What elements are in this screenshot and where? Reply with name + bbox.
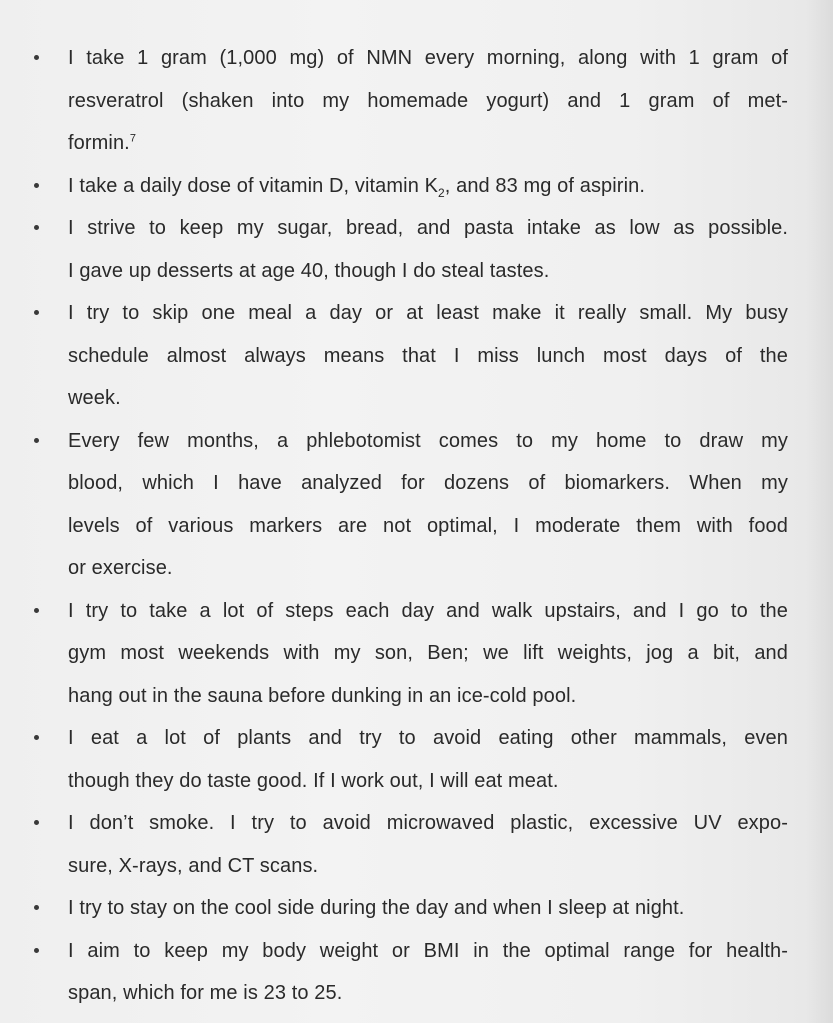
bullet-icon (34, 608, 39, 613)
text-line: Every few months, a phlebotomist comes to my home to draw my (68, 429, 788, 452)
list-item (0, 37, 788, 165)
bullet-icon (34, 820, 39, 825)
text-line: hang out in the sauna before dunking in an ice-cold pool. (68, 684, 577, 707)
text-line: resveratrol (shaken into my homemade yogurt) and 1 gram of met- (68, 89, 788, 112)
text-line: I try to skip one meal a day or at least make it really small. My busy (68, 302, 788, 324)
text-line: though they do taste good. If I work out, I will eat meat. (68, 769, 559, 792)
text-line: I take 1 gram (1,000 mg) of NMN every morning, along with 1 gram of (68, 47, 788, 69)
text-line: blood, which I have analyzed for dozens of biomarkers. When my (68, 472, 788, 494)
list-item (0, 420, 788, 590)
text-segment: I take a daily dose of vitamin D, vitamin K (68, 174, 439, 197)
bullet-icon (34, 310, 39, 315)
text-line: schedule almost always means that I miss lunch most days of the (68, 344, 788, 367)
text-segment: formin. (68, 132, 130, 154)
list-item (0, 292, 788, 420)
bullet-icon (34, 735, 39, 740)
text-line: I try to take a lot of steps each day and walk upstairs, and I go to the (68, 599, 788, 622)
text-segment: , and 83 mg of aspirin. (444, 174, 645, 197)
text-line: I aim to keep my body weight or BMI in the optimal range for health- (68, 939, 788, 962)
text-line: or exercise. (68, 557, 173, 579)
text-line: I strive to keep my sugar, bread, and pasta intake as low as possible. (68, 217, 788, 239)
list-item (0, 887, 788, 930)
text-line (68, 165, 788, 208)
text-line: levels of various markers are not optimal, I moderate them with food (68, 514, 788, 537)
bullet-list (0, 37, 833, 1015)
text-line: sure, X-rays, and CT scans. (68, 854, 319, 877)
text-line (68, 122, 788, 165)
bullet-icon (34, 438, 39, 443)
list-item (0, 930, 788, 1015)
list-item (0, 717, 788, 802)
bullet-icon (34, 948, 39, 953)
text-line: I gave up desserts at age 40, though I do steal tastes. (68, 259, 550, 282)
bullet-icon (34, 55, 39, 60)
subscript: 2 (438, 185, 445, 200)
list-item (0, 207, 788, 292)
text-line: week. (68, 387, 121, 409)
bullet-icon (34, 183, 39, 188)
list-item (0, 802, 788, 887)
text-line: I don’t smoke. I try to avoid microwaved plastic, excessive UV expo- (68, 812, 788, 834)
footnote-marker: 7 (129, 132, 137, 145)
list-item (0, 590, 788, 718)
text-line: I eat a lot of plants and try to avoid eating other mammals, even (68, 727, 788, 749)
list-item (0, 165, 788, 208)
bullet-icon (34, 225, 39, 230)
text-line: I try to stay on the cool side during the day and when I sleep at night. (68, 897, 685, 919)
bullet-icon (34, 905, 39, 910)
text-line: span, which for me is 23 to 25. (68, 982, 343, 1004)
text-line: gym most weekends with my son, Ben; we lift weights, jog a bit, and (68, 642, 788, 664)
